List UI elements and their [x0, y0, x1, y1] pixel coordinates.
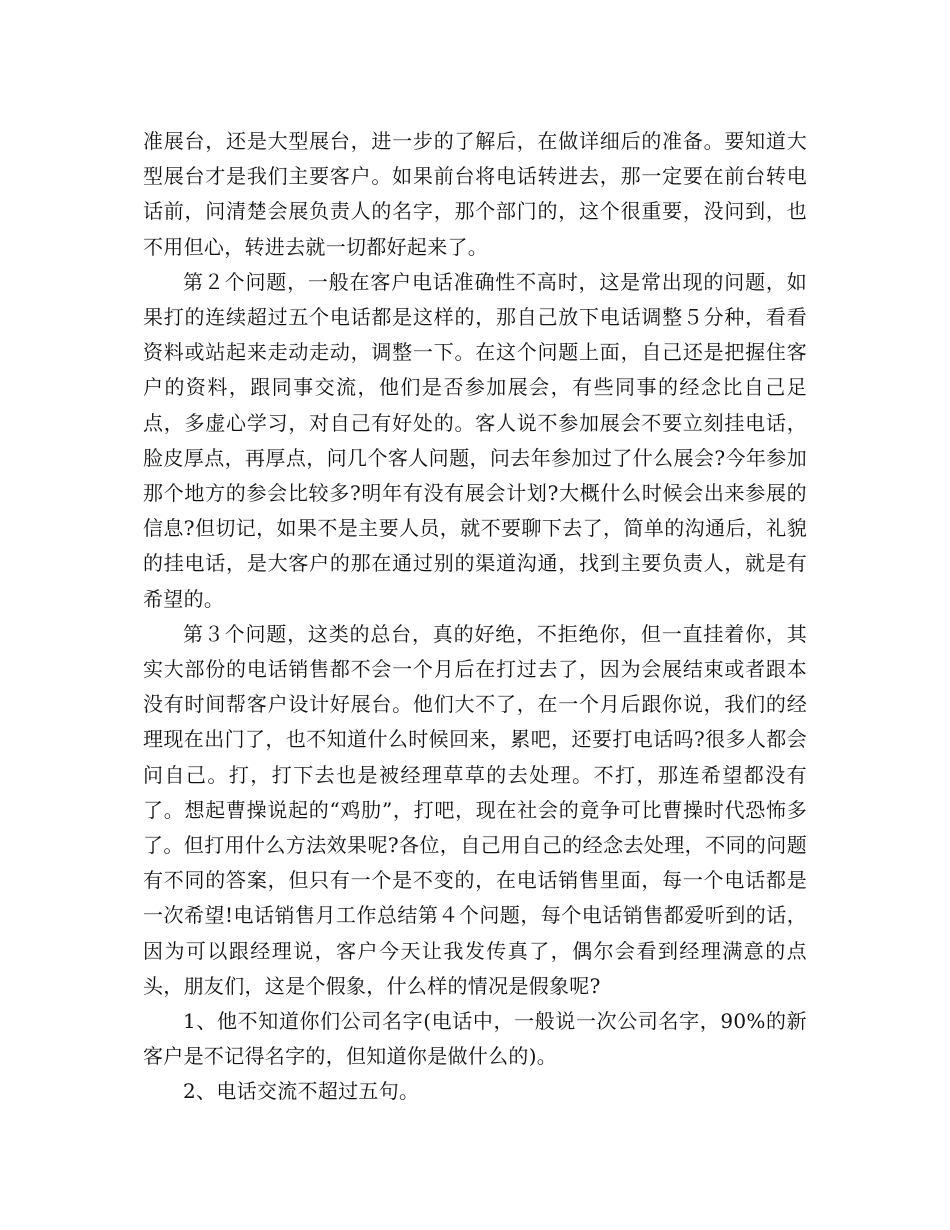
paragraph-list-item-1: 1、他不知道你们公司名字(电话中，一般说一次公司名字，90%的新客户是不记得名字的，但知道你是做什么的)。: [143, 1009, 807, 1069]
paragraph-question-3: 第３个问题，这类的总台，真的好绝，不拒绝你，但一直挂着你，其实大部份的电话销售都不会一个月后在打过去了，因为会展结束或者跟本没有时间帮客户设计好展台。他们大不了，在一个月后跟你说，我们的经理现在出门了，也不知道什么时候回来，累吧，还要打电话吗?很多人都会问自己。打，打下去也是被经理草草的去处理。不打，那连希望都没有了。想起曹操说起的“鸡肋”，打吧，现在社会的竟争可比曹操时代恐怖多了。但打用什么方法效果呢?各位，自己用自己的经念去处理，不同的问题有不同的答案，但只有一个是不变的，在电话销售里面，每一个电话都是一次希望!电话销售月工作总结第４个问题，每个电话销售都爱听到的话，因为可以跟经理说，客户今天让我发传真了，偶尔会看到经理满意的点头，朋友们，这是个假象，什么样的情况是假象呢?: [143, 621, 807, 998]
document-page: [143, 124, 807, 1110]
paragraph-continuation: 准展台，还是大型展台，进一步的了解后，在做详细后的准备。要知道大型展台才是我们主要客户。如果前台将电话转进去，那一定要在前台转电话前，问清楚会展负责人的名字，那个部门的，这个很重要，没问到，也不用但心，转进去就一切都好起来了。: [143, 129, 807, 259]
paragraph-question-2: 第２个问题，一般在客户电话准确性不高时，这是常出现的问题，如果打的连续超过五个电话都是这样的，那自己放下电话调整５分种，看看资料或站起来走动走动，调整一下。在这个问题上面，自己还是把握住客户的资料，跟同事交流，他们是否参加展会，有些同事的经念比自己足点，多虚心学习，对自己有好处的。客人说不参加展会不要立刻挂电话，脸皮厚点，再厚点，问几个客人问题，问去年参加过了什么展会?今年参加那个地方的参会比较多?明年有没有展会计划?大概什么时候会出来参展的信息?但切记，如果不是主要人员，就不要聊下去了，简单的沟通后，礼貌的挂电话，是大客户的那在通过别的渠道沟通，找到主要负责人，就是有希望的。: [143, 269, 807, 611]
paragraph-list-item-2: 2、电话交流不超过五句。: [183, 1079, 420, 1104]
